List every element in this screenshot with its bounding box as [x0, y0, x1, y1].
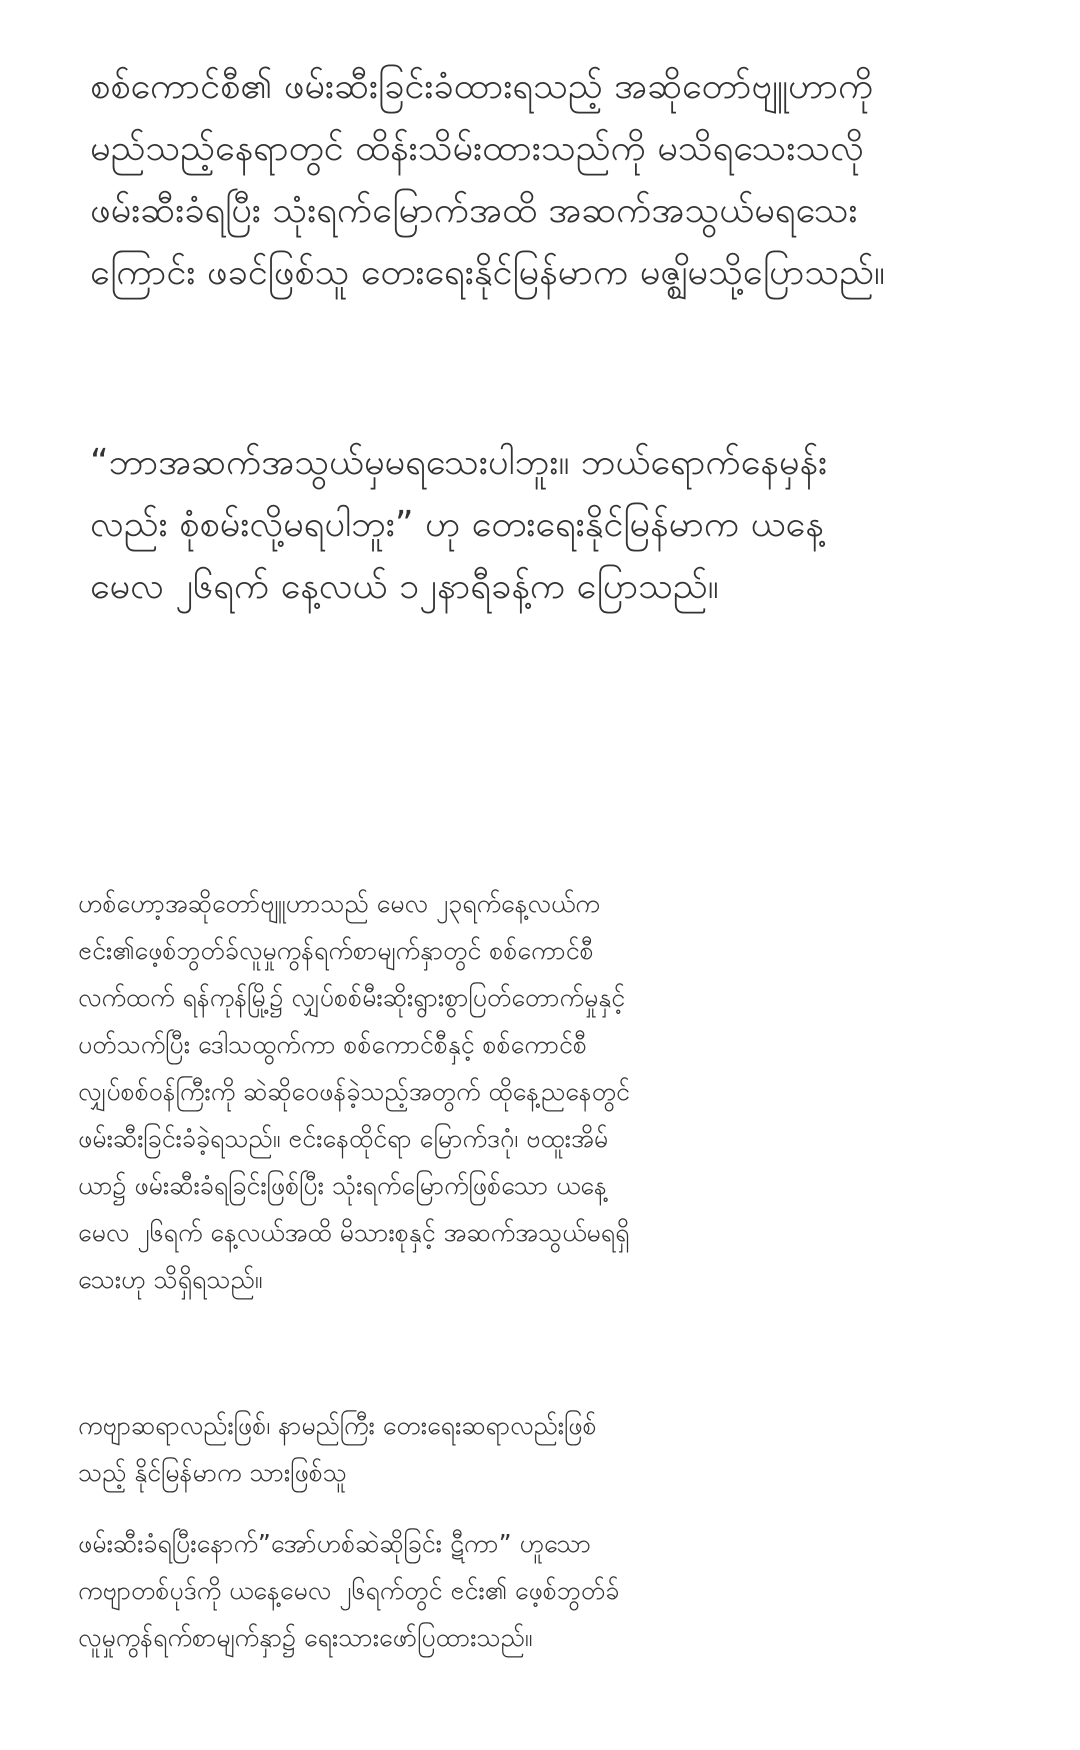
article-paragraph-5: ဖမ်းဆီးခံရပြီးနောက်”အော်ဟစ်ဆဲဆိုခြင်း ဋီကာ” ဟူသော ကဗျာတစ်ပုဒ်ကို ယနေ့မေလ ၂၆ရက်တွင် ၔင်း၏ ဖေ့စ်ဘွတ်ခ် လူမှုကွန်ရက်စာမျက်နှာ၌ ရေးသားဖော်ပြထားသည်။ [78, 1529, 620, 1652]
article-paragraph-1: စစ်ကောင်စီ၏ ဖမ်းဆီးခြင်းခံထားရသည့် အဆိုတော်ဗျူဟာကို မည်သည့်နေရာတွင် ထိန်းသိမ်းထားသည်ကို မသိရသေးသလို ဖမ်းဆီးခံရပြီး သုံးရက်မြောက်အထိ အဆက်အသွယ်မရသေး ကြောင်း ဖခင်ဖြစ်သူ တေးရေးနိုင်မြန်မာက မဇ္ဈိမသို့ပြောသည်။ [90, 66, 885, 293]
article-paragraph-3: ဟစ်ဟော့အဆိုတော်ဗျူဟာသည် မေလ ၂၃ရက်နေ့လယ်က ၔင်း၏ဖေ့စ်ဘွတ်ခ်လူမှုကွန်ရက်စာမျက်နှာတွင် စစ်ကောင်စီ လက်ထက် ရန်ကုန်မြို့၌ လျှပ်စစ်မီးဆိုးရွားစွာပြတ်တောက်မှုနှင့် ပတ်သက်ပြီး ဒေါသထွက်ကာ စစ်ကောင်စီနှင့် စစ်ကောင်စီ လျှပ်စစ်ဝန်ကြီးကို ဆဲဆိုဝေဖန်ခဲ့သည့်အတွက် ထိုနေ့ညနေတွင် ဖမ်းဆီးခြင်းခံခဲ့ရသည်။ ၔင်းနေထိုင်ရာ မြောက်ဒဂုံ၊ ဗထူးအိမ် ယာ၌ ဖမ်းဆီးခံရခြင်းဖြစ်ပြီး သုံးရက်မြောက်ဖြစ်သော ယနေ့ မေလ ၂၆ရက် နေ့လယ်အထိ မိသားစုနှင့် အဆက်အသွယ်မရရှိ သေးဟု သိရှိရသည်။ [78, 889, 630, 1294]
article-paragraph-2-quote: “ဘာအဆက်အသွယ်မှမရသေးပါဘူး။ ဘယ်ရောက်နေမှန်း လည်း စုံစမ်းလို့မရပါဘူး” ဟု တေးရေးနိုင်မြန်မာက ယနေ့ မေလ ၂၆ရက် နေ့လယ် ၁၂နာရီခန့်က ပြောသည်။ [90, 442, 828, 607]
article-paragraph-4: ကဗျာဆရာလည်းဖြစ်၊ နာမည်ကြီး တေးရေးဆရာလည်းဖြစ် သည့် နိုင်မြန်မာက သားဖြစ်သူ [78, 1411, 597, 1487]
